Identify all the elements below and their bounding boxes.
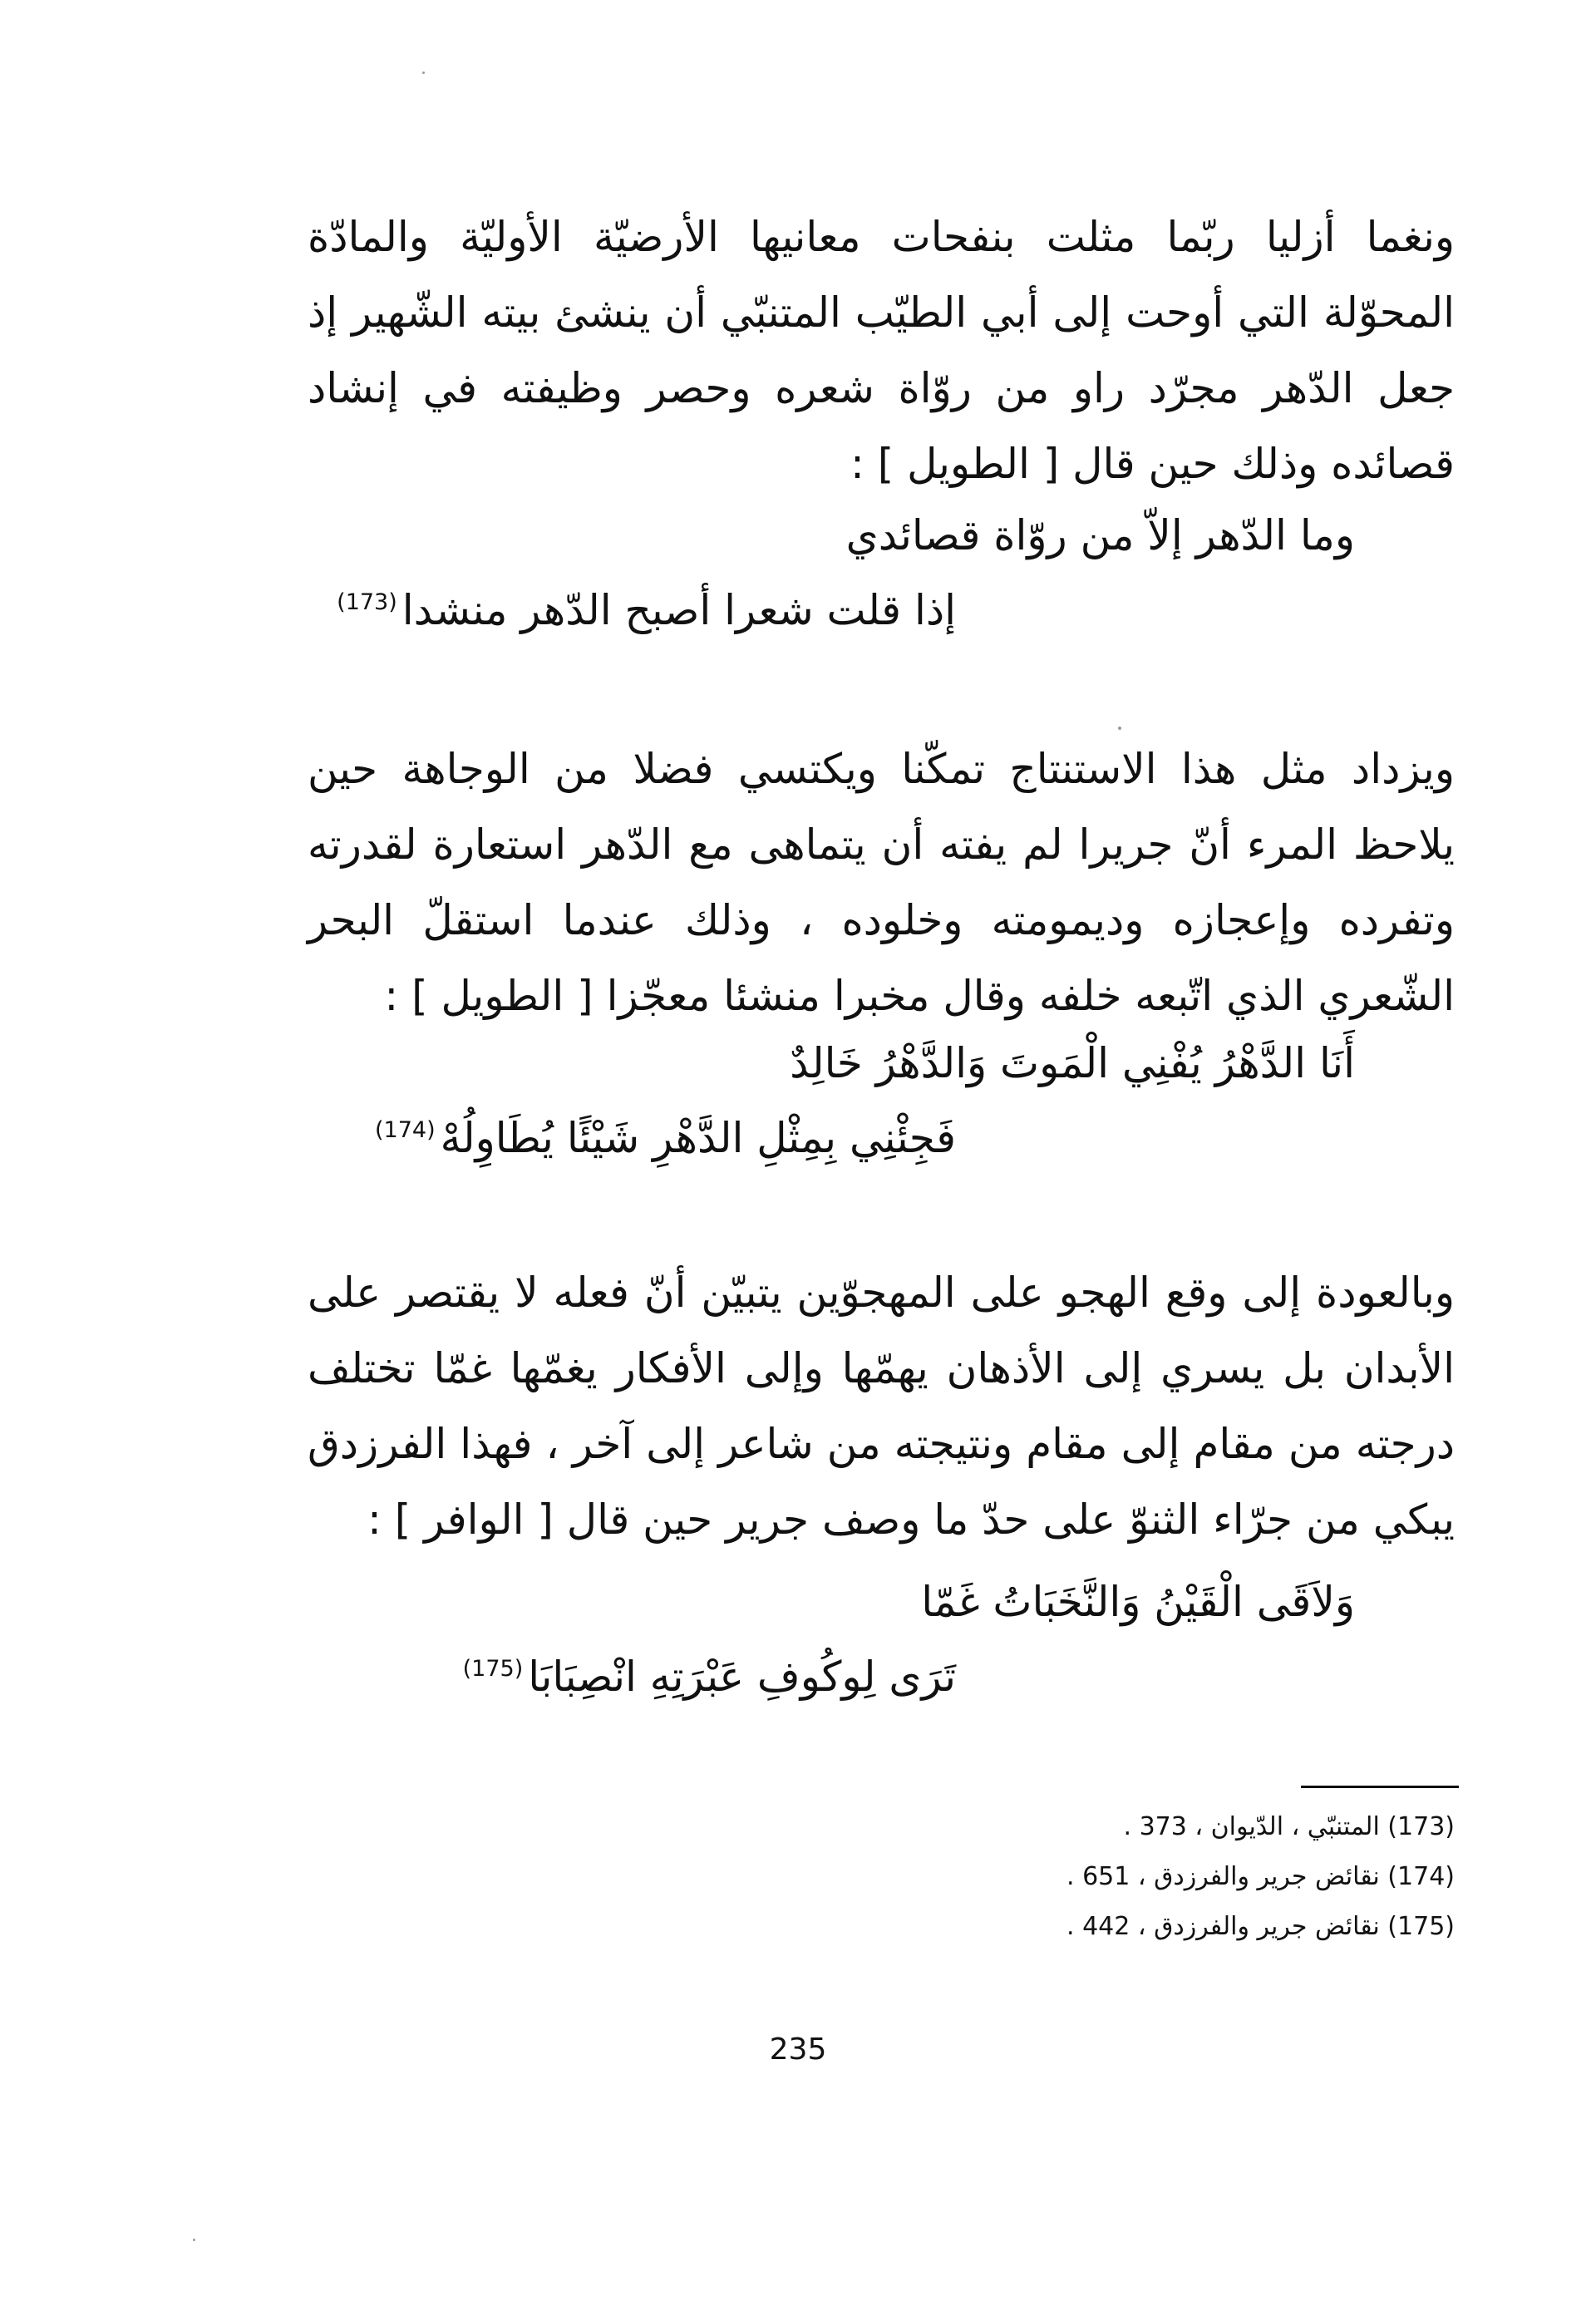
paragraph-3: وبالعودة إلى وقع الهجو على المهجوّين يتبيّن أنّ فعله لا يقتصر على الأبدان بل يسري إلى الأذهان يهمّها وإلى الأفكار يغمّها غمّا تختلف درجته من مقام إلى مقام ونتيجته من شاعر إلى آخر ، فهذا الفرزدق يبكي من جرّاء الثنوّ على حدّ ما وصف جرير حين قال [ الوافر ] : [308, 1269, 1455, 1544]
footnote-174: (174) نقائض جرير والفرزدق ، 651 . [1066, 1862, 1455, 1891]
footnote-divider [1301, 1786, 1459, 1788]
verse-1-hemistich-1: وما الدّهر إلاّ من روّاة قصائدي [845, 511, 1355, 559]
verse-3-hemistich-2 [463, 1653, 956, 1701]
scan-speck [1118, 727, 1121, 730]
footnote-ref-174: (174) [374, 1117, 436, 1144]
scan-speck [422, 71, 425, 74]
footnotes [831, 1812, 1455, 1962]
verse-1-hemistich-2-text: إذا قلت شعرا أصبح الدّهر منشدا [401, 586, 956, 634]
page-number: 235 [769, 2032, 827, 2067]
verse-2-hemistich-2-text: فَجِئْنِي بِمِثْلِ الدَّهْرِ شَيْئًا يُطَاوِلُهْ [440, 1114, 956, 1162]
scan-speck [193, 2239, 195, 2241]
verse-1-hemistich-2 [337, 586, 956, 634]
footnote-ref-173: (173) [337, 589, 397, 616]
verse-2-hemistich-1: أَنَا الدَّهْرُ يُفْنِي الْمَوتَ وَالدَّهْرُ خَالِدٌ [790, 1039, 1355, 1087]
verse-3-hemistich-1: وَلاَقَى الْقَيْنُ وَالنَّخَبَاتُ غَمّا [921, 1578, 1355, 1626]
paragraph-2: ويزداد مثل هذا الاستنتاج تمكّنا ويكتسي فضلا من الوجاهة حين يلاحظ المرء أنّ جريرا لم يفته أن يتماهى مع الدّهر استعارة لقدرته وتفرده وإعجازه وديمومته وخلوده ، وذلك عندما استقلّ البحر الشّعري الذي اتّبعه خلفه وقال مخبرا منشئا معجّزا [ الطويل ] : [308, 745, 1455, 1020]
verse-2-hemistich-2 [375, 1114, 956, 1162]
footnote-175: (175) نقائض جرير والفرزدق ، 442 . [1066, 1912, 1455, 1941]
footnote-ref-175: (175) [462, 1656, 524, 1683]
verse-3-hemistich-2-text: تَرَى لِوكُوفِ عَبْرَتِهِ انْصِبَابَا [528, 1653, 956, 1701]
footnote-173: (173) المتنبّي ، الدّيوان ، 373 . [1123, 1812, 1455, 1841]
paragraph-1: ونغما أزليا ربّما مثلت بنفحات معانيها الأرضيّة الأوليّة والمادّة المحوّلة التي أوحت إلى أبي الطيّب المتنبّي أن ينشئ بيته الشّهير إذ جعل الدّهر مجرّد راو من روّاة شعره وحصر وظيفته في إنشاد قصائده وذلك حين قال [ الطويل ] : [308, 213, 1455, 488]
